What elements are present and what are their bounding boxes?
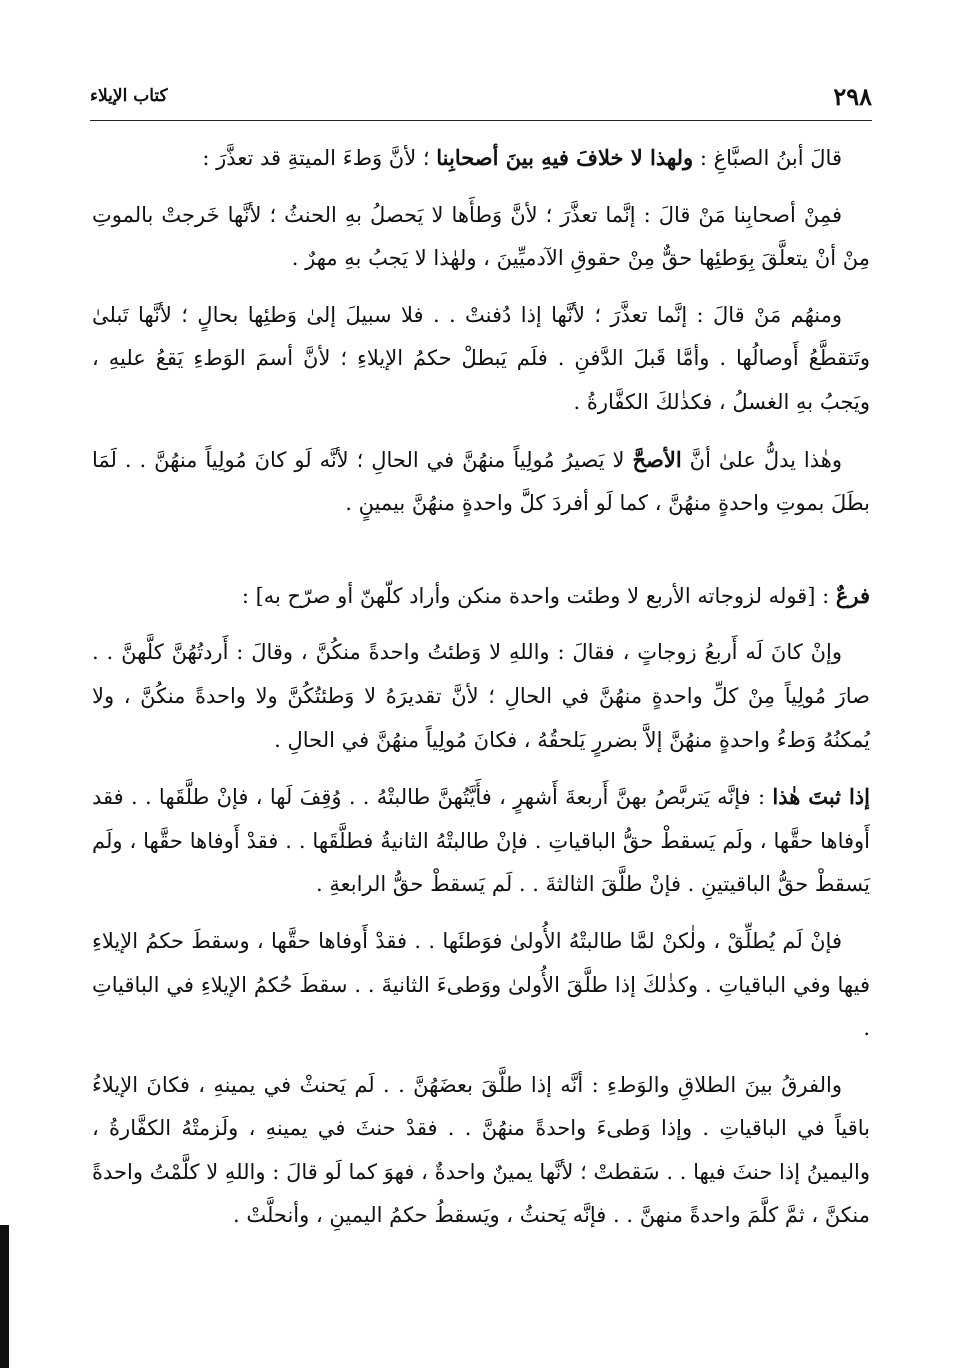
- paragraph-1-bold: ولهذا لا خلافَ فيهِ بينَ أصحابِنا: [436, 145, 694, 170]
- section-heading: [92, 574, 870, 619]
- paragraph-4: [92, 438, 870, 526]
- paragraph-4-rest: لا يَصيرُ مُولِياً منهُنَّ في الحالِ ؛ لأنَّه لَو كانَ مُولِياً منهُنَّ . . لَمَا بطَلَ بموتِ واحدةٍ منهُنَّ ، كما لَو أفردَ كلَّ واحدةٍ منهُنَّ بيمينٍ .: [92, 447, 870, 516]
- paragraph-9: والفرقُ بينَ الطلاقِ والوَطءِ : أنَّه إذا طلَّقَ بعضَهُنَّ . . لَم يَحنثْ في يمينهِ ، فكانَ الإيلاءُ باقياً في الباقياتِ . وإذا وَطىءَ واحدةً منهُنَّ . . فقدْ حنثَ في يمينهِ ، ولَزمتْهُ الكفَّارةُ ، واليمينُ إذا حنثَ فيها . . سَقطتْ ؛ لأنَّها يمينٌ واحدةٌ ، فهوَ كما لَو قالَ : واللهِ لا كلَّمْتُ واحدةً منكنَّ ، ثمَّ كلَّمَ واحدةً منهنَّ . . فإنَّه يَحنثُ ، ويَسقطُ حكمُ اليمينِ ، وأنحلَّتْ .: [92, 1072, 870, 1228]
- section-heading-label: فرعٌ: [835, 582, 870, 608]
- header-rule: [90, 120, 872, 121]
- paragraph-7: [92, 775, 870, 907]
- paragraph-7-rest: : فإنَّه يَتربَّصُ بهنَّ أَربعةَ أَشهرٍ ، فأَيَّتُهنَّ طالبتْهُ . . وُقِفَ لَها ، فإنْ طلَّقَها . . فقد أَوفاها حقَّها ، ولَم يَسقطْ حقُّ الباقياتِ . فإنْ طالبتْهُ الثانيةُ فطلَّقَها . . فقدْ أَوفاها حقَّها ، ولَم يَسقطْ حقُّ الباقيتينِ . فإنْ طلَّقَ الثالثةَ . . لَم يَسقطْ حقُّ الرابعةِ .: [92, 785, 870, 897]
- page-number: ٢٩٨: [833, 82, 872, 111]
- running-title: كتاب الإيلاء: [90, 86, 168, 106]
- paragraph-1-intro: قالَ أبنُ الصبَّاغِ :: [693, 146, 842, 170]
- paragraph-4-bold: الأصحَّ: [632, 446, 682, 472]
- paragraph-7-bold: إذا ثبتَ هٰذا: [772, 784, 870, 810]
- page-body: [92, 136, 870, 1251]
- paragraph-3: ومنهُم مَنْ قالَ : إنَّما تعذَّرَ ؛ لأنَّها إذا دُفنتْ . . فلا سبيلَ إلىٰ وَطئِها بحالٍ ؛ لأنَّها تَبلىٰ وتَتقطَّعُ أَوصالُها . وأمَّا قَبلَ الدَّفنِ . فلَم يَبطلْ حكمُ الإيلاءِ ؛ لأنَّ أسمَ الوَطءِ يَقعُ عليهِ ، ويَجبُ بهِ الغسلُ ، فكذٰلكَ الكفَّارةُ .: [92, 302, 870, 414]
- paragraph-6: وإنْ كانَ لَه أَربعُ زوجاتٍ ، فقالَ : واللهِ لا وَطئتُ واحدةً منكُنَّ ، وقالَ : أَردتُهُنَّ كلَّهنَّ . . صارَ مُولِياً مِنْ كلِّ واحدةٍ منهُنَّ في الحالِ ؛ لأنَّ تقديرَهُ لا وَطئتُكُنَّ ولا واحدةً منكُنَّ ، ولا يُمكنُهُ وَطءُ واحدةٍ منهُنَّ إلاَّ بضررٍ يَلحقُهُ ، فكانَ مُولِياً منهُنَّ في الحالِ .: [92, 640, 870, 752]
- paragraph-1-rest: ؛ لأنَّ وَطءَ الميتةِ قد تعذَّرَ :: [202, 146, 437, 170]
- paragraph-8: فإنْ لَم يُطلِّقْ ، ولٰكنْ لمَّا طالبتْهُ الأُولىٰ فوَطئَها . . فقدْ أَوفاها حقَّها ، وسقطَ حكمُ الإيلاءِ فيها وفي الباقياتِ . وكذٰلكَ إذا طلَّقَ الأُولىٰ ووَطىءَ الثانيةَ . . سقطَ حُكمُ الإيلاءِ في الباقياتِ .: [92, 928, 870, 1041]
- book-spine-edge: [0, 1225, 9, 1368]
- paragraph-1: [92, 136, 870, 181]
- paragraph-2: فمِنْ أصحابِنا مَنْ قالَ : إنَّما تعذَّرَ ؛ لأنَّ وَطأَها لا يَحصلُ بهِ الحنثُ ؛ لأنَّها خَرجتْ بالموتِ مِنْ أنْ يتعلَّقَ بِوَطئِها حقٌّ مِنْ حقوقِ الآدميِّينَ ، ولهٰذا لا يَجبُ بهِ مهرٌ .: [92, 202, 870, 271]
- paragraph-4-intro: وهٰذا يدلُّ علىٰ أنَّ: [681, 447, 842, 472]
- section-heading-title: : [قوله لزوجاته الأربع لا وطئت واحدة منكن وأراد كلّهنّ أو صرّح به] :: [241, 583, 836, 608]
- page-header: [90, 82, 872, 118]
